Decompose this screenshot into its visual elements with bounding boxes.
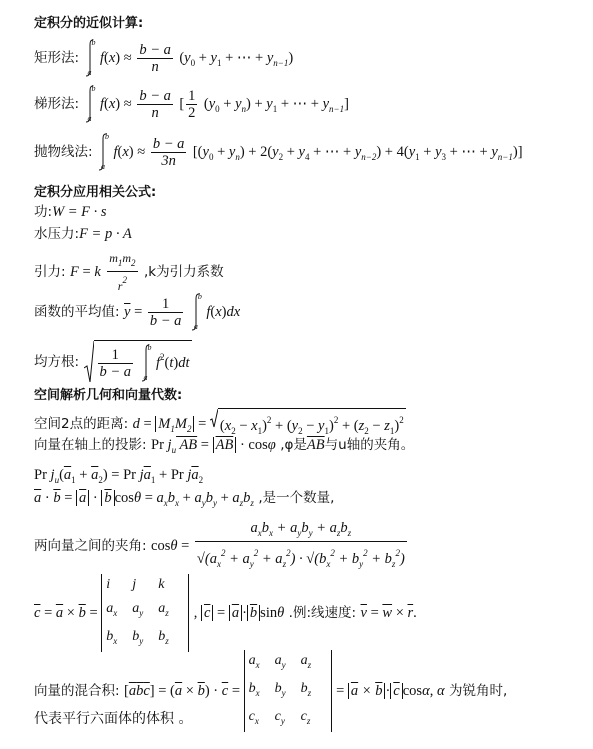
formula-work: 功:W = F · s (34, 204, 107, 220)
formula-rms: 均方根: $\frac{1}{b - a}$ b a $f^2(t)dt$ (34, 340, 192, 384)
formula-cross: $\overline{c} = \overline{a} \times \overline{b}$ = i j k $a_x$ $a_y$ $a_z$ $b_x$ $b_y$ $b_z$ , $\overline{c} = \overline{a} \cdot \overline{b}$ sinθ .例:线速度: $\overline{v} = \overline{w} \times \overline{r}$. (34, 574, 417, 652)
formula-projection: 向量在轴上的投影: Pr $j_u$ AB = $\overline{AB} \cdot \cos\varphi$ ,φ是$\overline{AB}$与u轴的夹角。 (34, 437, 415, 455)
label-trapezoid: 梯形法: (34, 96, 80, 112)
sqrt-sign: $\frac{1}{b - a}$ b a $f^2(t)dt$ (84, 340, 192, 384)
formula-distance: 空间2点的距离: $d = M_1M_2$ = $(x_2 - x_1)^2 + (y_2 - y_1)^2 + (z_2 - z_1)^2$ (34, 408, 406, 440)
formula-dot: $\overline{a} \cdot \overline{b} = \overline{a} \cdot \overline{b}$ $\cos\theta = a_xb_x + a_yb_y + a_zb_z$ ,是一个数量, (34, 490, 335, 508)
section-heading-vec: 空间解析几何和向量代数: (34, 388, 183, 403)
formula-rectangle: 矩形法: b a f(x) ≈ $\frac{b - a}{n}$ ($y_0 + y_1$ + ⋯ + $y_{n-1}$) (34, 38, 294, 77)
formula-trapezoid: 梯形法: b a f(x) ≈ $\frac{b - a}{n}$ [ $\frac{1}{2}$ $(y_0 + y_n) + y_1$ + ⋯ + $y_{n-1}$] (34, 84, 349, 123)
mixed-matrix: $a_x$ $a_y$ $a_z$ $b_x$ $b_y$ $b_z$ $c_x$ $c_y$ $c_z$ (244, 650, 332, 732)
formula-gravity: 引力: F = k $\frac{m_1m_2}{r^2}$ ,k为引力系数 (34, 251, 224, 293)
formula-simpson: 抛物线法: b a f(x) ≈ $\frac{b - a}{3n}$ [$(y_0 + y_n) + 2(y_2 + y_4$ + ⋯ + $y_{n-2}) + 4(y_1 + y_3$ + ⋯ + $y_{n-1}$)] (34, 132, 523, 171)
closing-text: 代表平行六面体的体积 。 (34, 711, 193, 727)
integral-sign: b a (87, 38, 96, 77)
label-simpson: 抛物线法: (34, 144, 93, 160)
formula-angle: 两向量之间的夹角: cosθ = $\frac{a_xb_x + a_yb_y + a_zb_z}{√(a_x^2 + a_y^2 + a_z^2) \cdot √(b_x^2 + b_y^2 + b_z^2)}$ (34, 520, 405, 569)
section-heading-apps: 定积分应用相关公式: (34, 185, 157, 200)
formula-mean: 函数的平均值: $\overline{y}$ = $\frac{1}{b - a}$ b a f(x)dx (34, 292, 241, 331)
integral-sign: b a (87, 84, 96, 123)
section-heading-approx: 定积分的近似计算: (34, 16, 144, 31)
label-rectangle: 矩形法: (34, 50, 80, 66)
formula-pressure: 水压力:F = p · A (34, 226, 132, 242)
cross-matrix: i j k $a_x$ $a_y$ $a_z$ $b_x$ $b_y$ $b_z$ (101, 574, 189, 652)
formula-projection-sum: Pr $j_u(\overline{a}_1 + \overline{a}_2) = Pr$ $j\overline{a}_1 + Pr$ $j\overline{a}_2$ (34, 467, 204, 485)
integral-sign: b a (101, 132, 110, 171)
integral-sign: b a (193, 292, 202, 331)
formula-mixed: 向量的混合积: $[\overline{a}\overline{b}\overline{c}] = (\overline{a} \times \overline{b}) \cdot \overline{c}$ = $a_x$ $a_y$ $a_z$ $b_x$ $b_y$ $b_z$ $c_x$ $c_y$ $c_z$ = $\overline{a} \times \overline{b} \cdot \overline{c}$ cosα, α 为锐角时, (34, 650, 507, 732)
